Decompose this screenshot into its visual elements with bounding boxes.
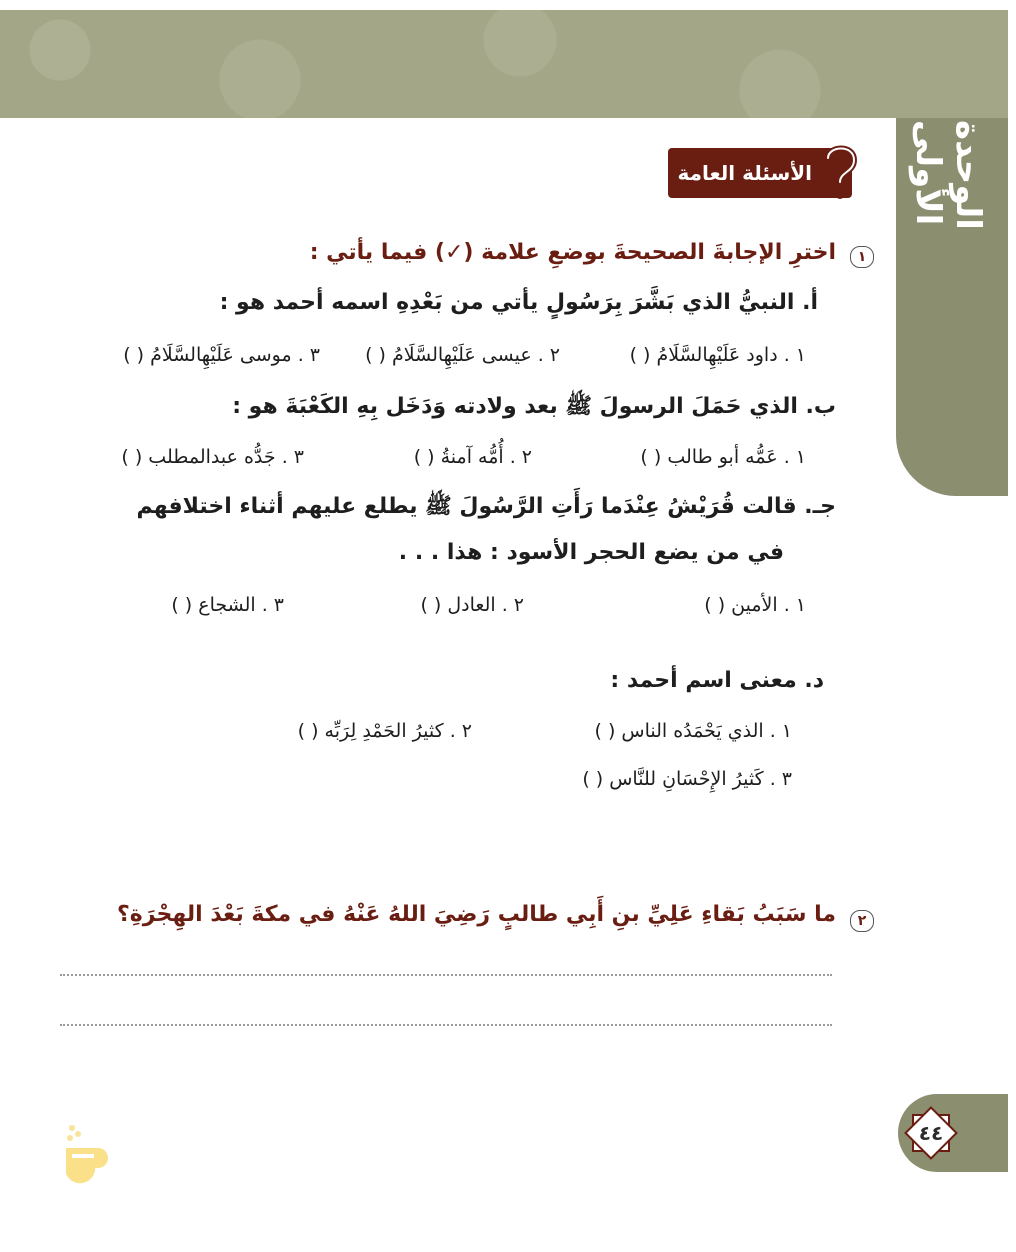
question-1b-text: ب. الذي حَمَلَ الرسولَ ﷺ بعد ولادته وَدَخَل بِهِ الكَعْبَةَ هو : [232, 394, 836, 419]
answer-line-1[interactable] [60, 974, 832, 976]
question-mark-icon [820, 140, 860, 202]
q1b-option-3[interactable]: ٣ . جَدُّه عبدالمطلب ( ) [121, 446, 304, 468]
q1b-option-2[interactable]: ٢ . أُمُّه آمنةُ ( ) [413, 446, 532, 468]
question-1c-line1: جـ. قالت قُرَيْشُ عِنْدَما رَأَتِ الرَّسُولَ ﷺ يطلع عليهم أثناء اختلافهم [136, 494, 836, 519]
question-1-number: ١ [850, 246, 874, 268]
q1a-option-1[interactable]: ١ . داود عَلَيْهِالسَّلَامُ ( ) [629, 344, 806, 366]
question-1c-line2: في من يضع الحجر الأسود : هذا . . . [398, 540, 784, 565]
question-1-prompt: اخترِ الإجابةَ الصحيحةَ بوضعِ علامة (✓) فيما يأتي : [309, 240, 836, 265]
page-number: ٤٤ [918, 1121, 944, 1145]
header-band [0, 10, 1008, 118]
answer-line-2[interactable] [60, 1024, 832, 1026]
question-2-prompt: ما سَبَبُ بَقاءِ عَلِيِّ بنِ أَبِي طالبٍ رَضِيَ اللهُ عَنْهُ في مكةَ بَعْدَ الهِجْرَةِ؟ [117, 902, 836, 927]
q1d-option-1[interactable]: ١ . الذي يَحْمَدُه الناس ( ) [594, 720, 792, 742]
section-title: الأسئلة العامة [677, 161, 812, 185]
q1b-option-1[interactable]: ١ . عَمُّه أبو طالب ( ) [640, 446, 806, 468]
question-1d-text: د. معنى اسم أحمد : [610, 668, 824, 693]
q1d-option-2[interactable]: ٢ . كثيرُ الحَمْدِ لِرَبِّه ( ) [297, 720, 472, 742]
unit-title: الوحدة الأولى [908, 120, 988, 230]
publisher-logo-icon [58, 1122, 108, 1184]
q1c-option-2[interactable]: ٢ . العادل ( ) [420, 594, 524, 616]
q1c-option-3[interactable]: ٣ . الشجاع ( ) [171, 594, 284, 616]
question-2-number: ٢ [850, 910, 874, 932]
q1d-option-3[interactable]: ٣ . كَثيرُ الإِحْسَانِ للنَّاس ( ) [582, 768, 792, 790]
q1a-option-2[interactable]: ٢ . عيسى عَلَيْهِالسَّلَامُ ( ) [365, 344, 560, 366]
question-1a-text: أ. النبيُّ الذي بَشَّرَ بِرَسُولٍ يأتي من بَعْدِهِ اسمه أحمد هو : [219, 290, 818, 315]
q1a-option-3[interactable]: ٣ . موسى عَلَيْهِالسَّلَامُ ( ) [123, 344, 320, 366]
q1c-option-1[interactable]: ١ . الأمين ( ) [704, 594, 806, 616]
